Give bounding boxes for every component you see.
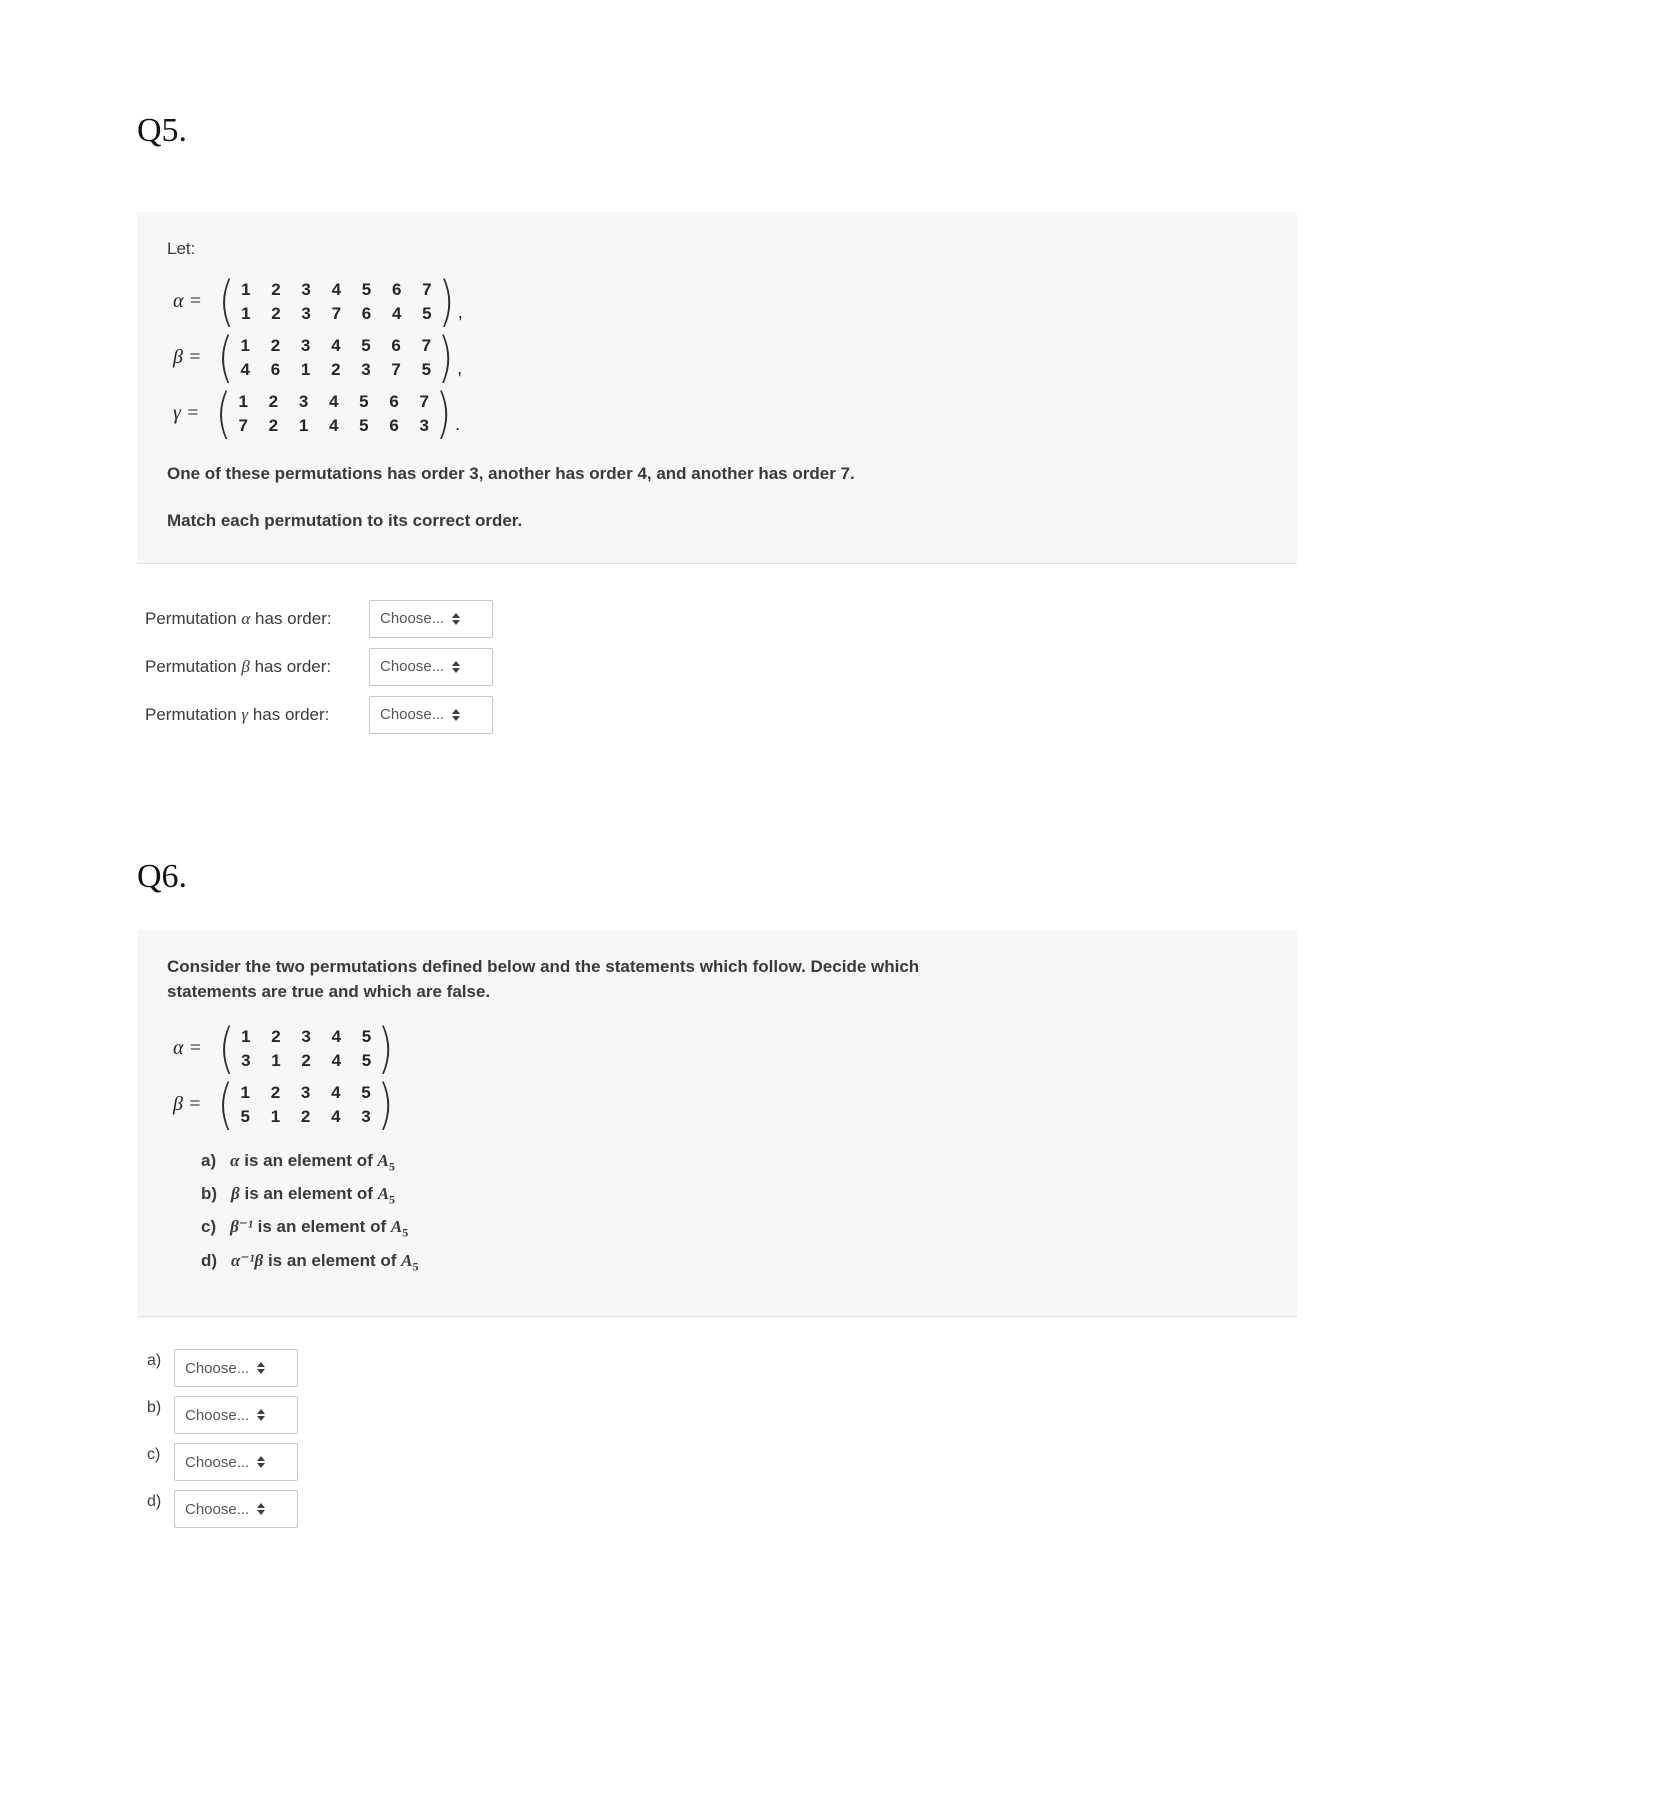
label-text: Permutation — [145, 704, 242, 724]
right-paren: ) — [435, 381, 452, 445]
permutation-beta-matrix — [215, 1072, 395, 1136]
match-label-alpha — [145, 609, 369, 629]
statement-letter: a) — [201, 1150, 217, 1170]
answer-row-b — [147, 1396, 1297, 1434]
permutation-alpha-matrix — [216, 269, 457, 333]
dropdown-value: Choose... — [380, 706, 445, 723]
permutation-gamma — [173, 381, 1267, 445]
answer-letter: a) — [147, 1352, 162, 1370]
answer-letter: c) — [147, 1446, 161, 1464]
beta-symbol: β — [241, 656, 250, 676]
label-text: Permutation — [145, 608, 242, 628]
order-dropdown-gamma[interactable] — [369, 696, 493, 734]
question-6-answers — [137, 1317, 1297, 1587]
alpha-symbol: α — [241, 608, 251, 628]
right-paren: ) — [377, 1016, 394, 1080]
permutation-beta-q6 — [173, 1072, 1267, 1136]
permutation-alpha — [173, 269, 1267, 333]
dropdown-value: Choose... — [380, 610, 445, 627]
question-5-heading: Q5. — [137, 112, 188, 149]
answer-row-a — [147, 1349, 1297, 1387]
question-5-answers — [137, 564, 1297, 784]
dropdown-value: Choose... — [185, 1359, 250, 1377]
permutation-gamma-matrix — [213, 381, 454, 445]
updown-arrows-icon — [452, 661, 460, 673]
matrix-top-row: 1 2 3 4 5 6 7 — [238, 391, 429, 411]
math-symbol: β — [231, 1183, 240, 1203]
left-paren: ( — [218, 1016, 235, 1080]
statement-a — [201, 1147, 1267, 1180]
order-statement: One of these permutations has order 3, another has order 4, and another has order 7. — [167, 463, 855, 483]
statement-letter: d) — [201, 1250, 218, 1270]
permutation-alpha-symbol: α = — [173, 1037, 207, 1059]
permutation-beta-symbol: β = — [173, 346, 207, 368]
updown-arrows-icon — [452, 613, 460, 625]
statement-text: is an element of — [252, 1217, 391, 1237]
updown-arrows-icon — [452, 709, 460, 721]
punctuation: . — [455, 413, 461, 434]
statement-text: is an element of — [263, 1250, 402, 1270]
matrix-bottom-row: 1 2 3 7 6 4 5 — [241, 303, 432, 323]
matrix-bottom-row: 5 1 2 4 3 — [240, 1106, 371, 1126]
match-row-gamma — [145, 696, 1297, 734]
match-label-gamma — [145, 705, 369, 725]
statement-text: is an element of — [239, 1150, 378, 1170]
punctuation: , — [457, 301, 463, 322]
question-5-formulation — [137, 212, 1297, 564]
statement-dropdown-c[interactable] — [174, 1443, 298, 1481]
statement-d — [201, 1247, 1267, 1280]
matrix-top-row: 1 2 3 4 5 6 7 — [241, 279, 432, 299]
question-6-formulation — [137, 930, 1297, 1318]
match-row-alpha — [145, 600, 1297, 638]
permutation-alpha-q6 — [173, 1016, 1267, 1080]
matrix-top-row: 1 2 3 4 5 6 7 — [240, 335, 432, 355]
statement-dropdown-a[interactable] — [174, 1349, 298, 1387]
answer-letter: b) — [147, 1399, 162, 1417]
question-5-card — [137, 212, 1297, 784]
answer-letter: d) — [147, 1493, 162, 1511]
statement-list — [201, 1147, 1267, 1281]
matrix-bottom-row: 4 6 1 2 3 7 5 — [240, 359, 432, 379]
matrix-top-row: 1 2 3 4 5 — [241, 1026, 372, 1046]
answer-row-d — [147, 1490, 1297, 1528]
left-paren: ( — [218, 269, 235, 333]
match-row-beta — [145, 648, 1297, 686]
gamma-symbol: γ — [241, 704, 249, 724]
right-paren: ) — [377, 1072, 394, 1136]
answer-row-c — [147, 1443, 1297, 1481]
dropdown-value: Choose... — [380, 658, 445, 675]
updown-arrows-icon — [257, 1409, 265, 1421]
permutation-alpha-matrix — [216, 1016, 396, 1080]
dropdown-value: Choose... — [185, 1453, 250, 1471]
statement-c — [201, 1213, 1267, 1246]
matrix-bottom-row: 7 2 1 4 5 6 3 — [238, 415, 429, 435]
statement-letter: b) — [201, 1183, 218, 1203]
question-5-intro: Let: — [167, 239, 196, 258]
updown-arrows-icon — [257, 1503, 265, 1515]
permutation-beta-matrix — [215, 325, 456, 389]
set-a5: $A_5$ — [390, 1217, 409, 1240]
question-6-card — [137, 930, 1297, 1588]
match-label-beta — [145, 657, 369, 677]
dropdown-value: Choose... — [185, 1406, 250, 1424]
permutation-alpha-symbol: α = — [173, 290, 207, 312]
left-paren: ( — [216, 381, 232, 445]
dropdown-value: Choose... — [185, 1500, 250, 1518]
set-a5: $A_5$ — [377, 1183, 396, 1207]
order-dropdown-alpha[interactable] — [369, 600, 493, 638]
math-symbol: α — [230, 1150, 240, 1170]
label-text: has order: — [248, 704, 330, 724]
permutation-beta-symbol: β = — [173, 1093, 207, 1115]
statement-dropdown-b[interactable] — [174, 1396, 298, 1434]
label-text: has order: — [249, 656, 332, 676]
statement-letter: c) — [201, 1217, 217, 1237]
set-a5: $A_5$ — [377, 1150, 395, 1173]
math-symbol: β⁻¹ — [230, 1217, 253, 1237]
statement-text: is an element of — [239, 1183, 378, 1203]
right-paren: ) — [438, 269, 455, 333]
matrix-bottom-row: 3 1 2 4 5 — [241, 1050, 372, 1070]
statement-dropdown-d[interactable] — [174, 1490, 298, 1528]
matrix-top-row: 1 2 3 4 5 — [240, 1082, 371, 1102]
label-text: Permutation — [145, 656, 242, 676]
permutation-beta — [173, 325, 1267, 389]
question-6-heading: Q6. — [137, 857, 188, 895]
permutation-gamma-symbol: γ = — [173, 402, 205, 424]
updown-arrows-icon — [257, 1362, 265, 1374]
updown-arrows-icon — [257, 1456, 265, 1468]
label-text: has order: — [250, 608, 332, 628]
right-paren: ) — [437, 325, 454, 389]
left-paren: ( — [218, 325, 234, 389]
punctuation: , — [457, 357, 463, 378]
math-symbol: α⁻¹β — [231, 1250, 264, 1270]
order-dropdown-beta[interactable] — [369, 648, 493, 686]
statement-b — [201, 1180, 1267, 1213]
question-6-intro: Consider the two permutations defined below and the statements which follow. Decide which statements are true and which are false. — [167, 956, 920, 1001]
left-paren: ( — [218, 1072, 234, 1136]
match-instruction: Match each permutation to its correct order. — [167, 510, 523, 530]
set-a5: $A_5$ — [401, 1250, 419, 1274]
